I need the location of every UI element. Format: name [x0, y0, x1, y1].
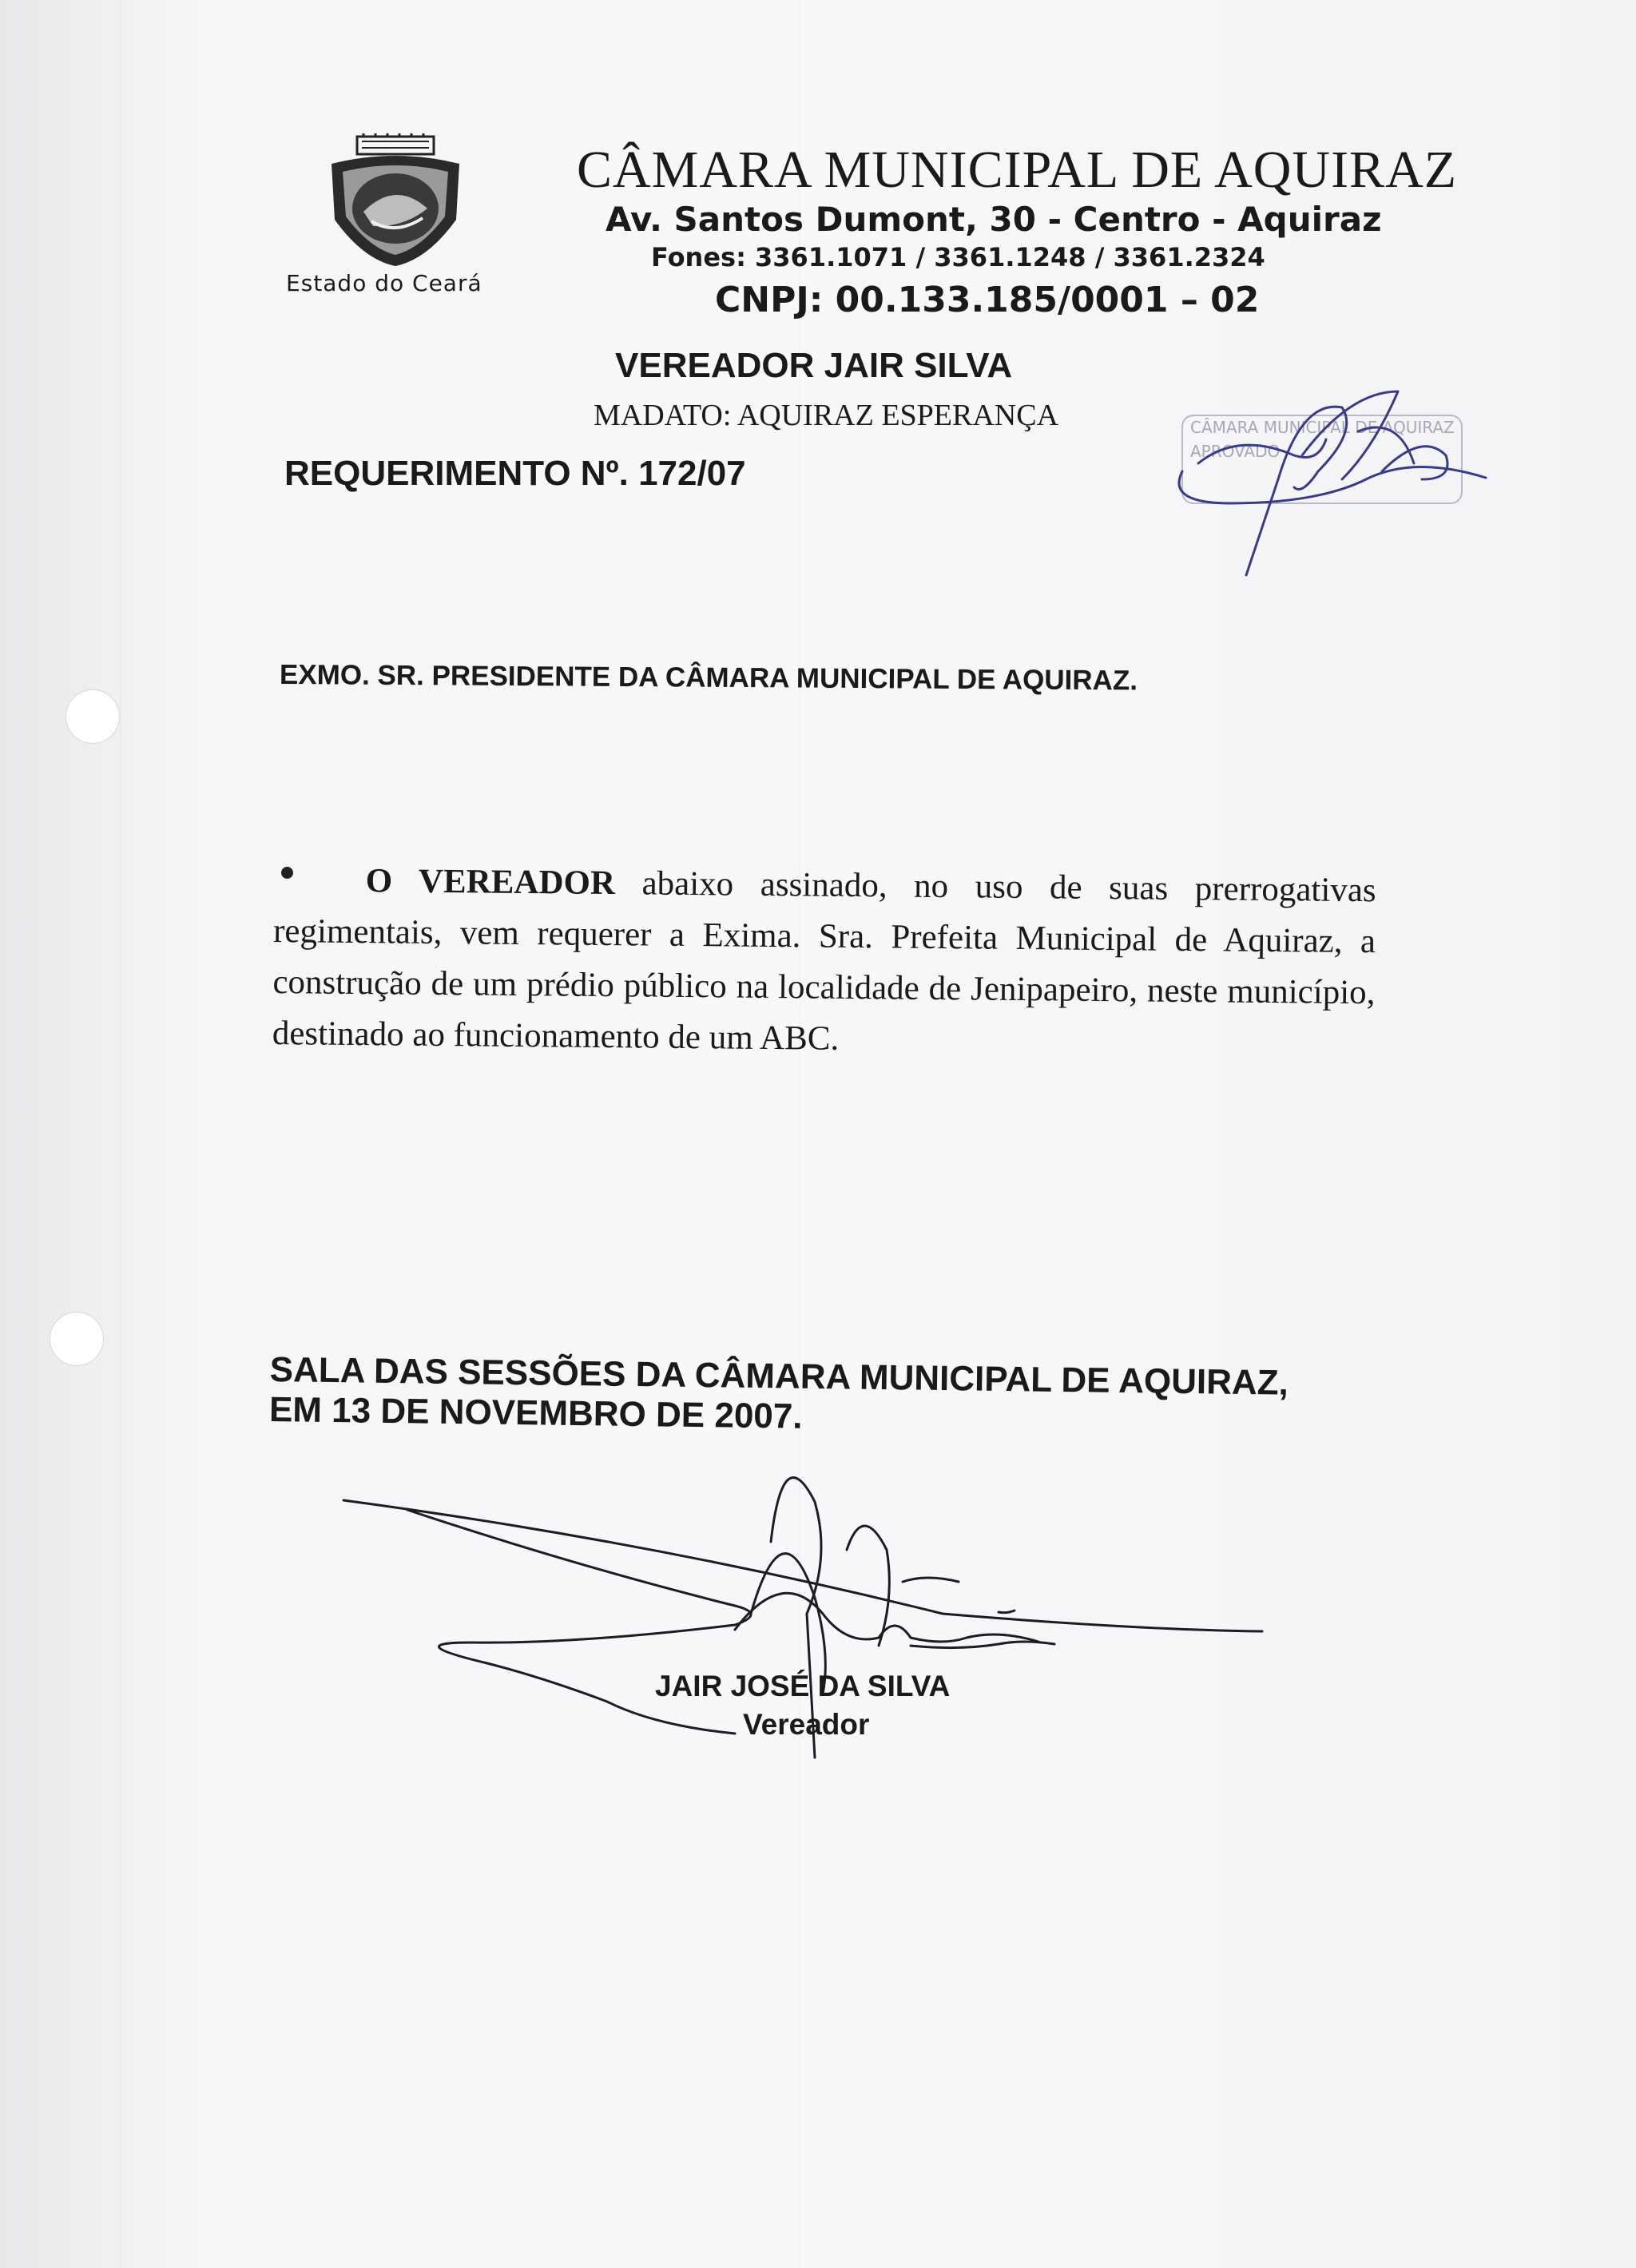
stamp-line-1: CÂMARA MUNICIPAL DE AQUIRAZ — [1190, 418, 1455, 437]
page-crease — [120, 0, 121, 2268]
approval-stamp-with-signature-icon — [1158, 383, 1502, 591]
institution-phones: Fones: 3361.1071 / 3361.1248 / 3361.2324 — [651, 242, 1265, 272]
request-body — [272, 855, 1376, 1070]
punch-hole — [66, 689, 120, 744]
request-number: REQUERIMENTO Nº. 172/07 — [284, 454, 746, 493]
institution-title: CÂMARA MUNICIPAL DE AQUIRAZ — [577, 141, 1458, 199]
closing-line-1: SALA DAS SESSÕES DA CÂMARA MUNICIPAL DE AQUIRAZ, — [269, 1350, 1289, 1403]
request-body-lead: O VEREADOR — [365, 862, 616, 903]
closing-block — [269, 1350, 1388, 1444]
request-body-text: abaixo assinado, no uso de suas prerrogativas regimentais, vem requerer a Exima. Sra. Prefeita Municipal de Aquiraz, a construção de um prédio público na localidade de Jenipapeiro, neste município, destinado ao funcionamento de um ABC. — [272, 864, 1376, 1058]
signer-name: JAIR JOSÉ DA SILVA — [655, 1670, 951, 1702]
state-label: Estado do Ceará — [286, 270, 482, 296]
page-crease — [799, 0, 800, 2268]
state-coat-of-arms-icon — [316, 132, 475, 268]
signer-role: Vereador — [743, 1708, 870, 1741]
addressee-line: EXMO. SR. PRESIDENTE DA CÂMARA MUNICIPAL DE AQUIRAZ. — [279, 659, 1138, 697]
closing-line-2: EM 13 DE NOVEMBRO DE 2007. — [268, 1389, 803, 1436]
institution-cnpj: CNPJ: 00.133.185/0001 – 02 — [715, 280, 1260, 320]
institution-address: Av. Santos Dumont, 30 - Centro - Aquiraz — [606, 200, 1382, 239]
councillor-name: VEREADOR JAIR SILVA — [615, 346, 1013, 385]
punch-hole — [50, 1312, 104, 1366]
councillor-mandate: MADATO: AQUIRAZ ESPERANÇA — [594, 399, 1059, 432]
stamp-line-2: APROVADO — [1190, 442, 1281, 461]
